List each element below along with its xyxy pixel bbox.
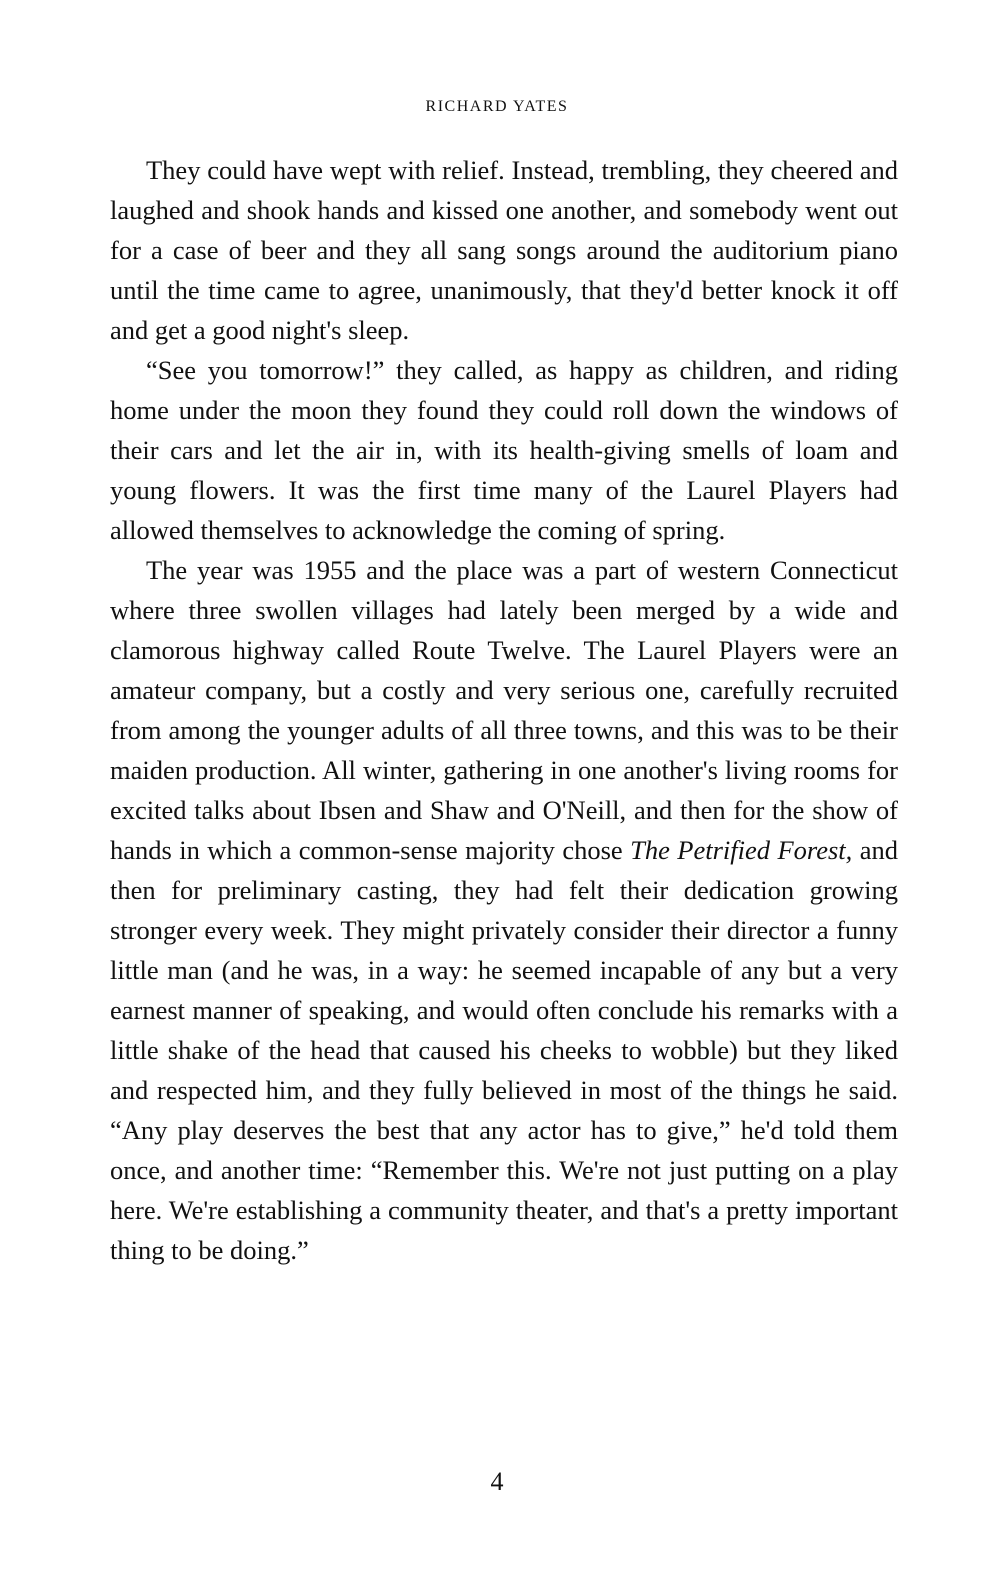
paragraph-1: They could have wept with relief. Instead, trembling, they cheered and laughed and shook hands and kissed one another, and somebody went out for a case of beer and they all sang songs around the auditorium piano until the time came to agree, unanimously, that they'd better knock it off and get a good night's sleep.: [110, 155, 898, 345]
body-text: [110, 150, 898, 1270]
paragraph-2: “See you tomorrow!” they called, as happy as children, and riding home under the moon they found they could roll down the windows of their cars and let the air in, with its health-giving smells of loam and young flowers. It was the first time many of the Laurel Players had allowed themselves to acknowledge the coming of spring.: [110, 355, 898, 545]
play-title: The Petrified Forest,: [630, 835, 853, 865]
running-head: RICHARD YATES: [425, 98, 569, 115]
page-number: 4: [490, 1467, 504, 1496]
paragraph-3-text-b: and then for preliminary casting, they had felt their dedication growing stronger every week. They might privately consider their director a funny little man (and he was, in a way: he seemed incapable of any but a very earnest manner of speaking, and would often conclude his remarks with a little shake of the head that caused his cheeks to wobble) but they liked and respected him, and they fully believed in most of the things he said. “Any play deserves the best that any actor has to give,” he'd told them once, and another time: “Remember this. We're not just putting on a play here. We're establishing a community theater, and that's a pretty important thing to be doing.”: [110, 835, 898, 1265]
paragraph-3: [110, 550, 898, 1270]
paragraph-3-text-a: The year was 1955 and the place was a part of western Connecticut where three swollen villages had lately been merged by a wide and clamorous highway called Route Twelve. The Laurel Players were an amateur company, but a costly and very serious one, carefully recruited from among the younger adults of all three towns, and this was to be their maiden production. All winter, gathering in one another's living rooms for excited talks about Ibsen and Shaw and O'Neill, and then for the show of hands in which a common-sense majority chose: [110, 555, 898, 865]
